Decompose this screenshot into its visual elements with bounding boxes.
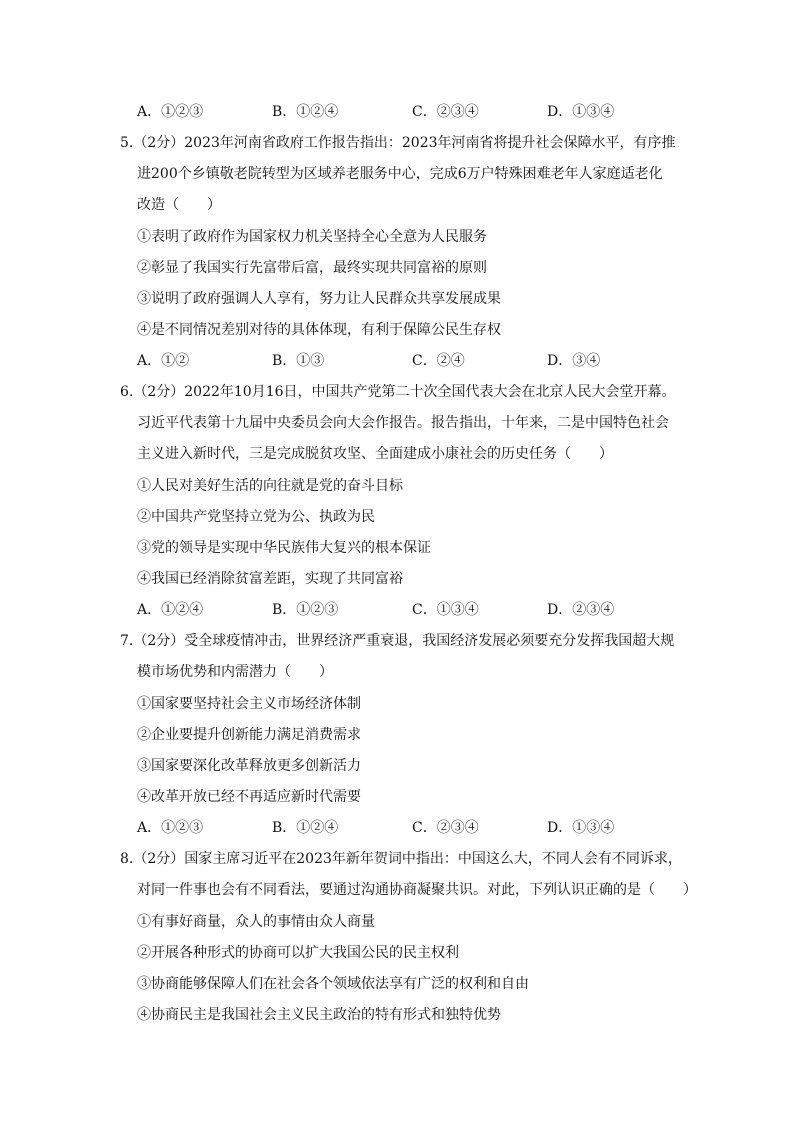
- q6-stem-line-3: 主义进入新时代，三是完成脱贫攻坚、全面建成小康社会的历史任务（ ）: [137, 446, 613, 462]
- q5-option-b[interactable]: B．①③: [272, 353, 325, 369]
- q8-stem-line-1: 8.（2分）国家主席习近平在2023年新年贺词中指出：中国这么大，不同人会有不同诉求，: [120, 851, 682, 867]
- q7-stem-line-1: 7.（2分）受全球疫情冲击，世界经济严重衰退，我国经济发展必须要充分发挥我国超大规: [120, 633, 675, 649]
- q4-options: [137, 102, 697, 122]
- q7-options: [137, 818, 697, 838]
- q6-option-a[interactable]: A．①②④: [137, 602, 204, 618]
- q7-statement-4: ④改革开放已经不再适应新时代需要: [137, 789, 361, 805]
- q5-option-d[interactable]: D．③④: [547, 353, 601, 369]
- q4-option-d[interactable]: D．①③④: [547, 104, 615, 120]
- q5-options: [137, 351, 697, 371]
- q5-option-c[interactable]: C．②④: [412, 353, 465, 369]
- q6-option-b[interactable]: B．①②③: [272, 602, 339, 618]
- q5-statement-2: ②彰显了我国实行先富带后富，最终实现共同富裕的原则: [137, 260, 487, 276]
- q5-statement-1: ①表明了政府作为国家权力机关坚持全心全意为人民服务: [137, 229, 487, 245]
- q5-stem-line-1: 5.（2分）2023年河南省政府工作报告指出：2023年河南省将提升社会保障水平，有序推: [120, 135, 676, 151]
- q6-statement-2: ②中国共产党坚持立党为公、执政为民: [137, 509, 375, 525]
- q7-stem-line-2: 模市场优势和内需潜力（ ）: [137, 664, 333, 680]
- q6-statement-4: ④我国已经消除贫富差距，实现了共同富裕: [137, 571, 403, 587]
- q4-option-b[interactable]: B．①②④: [272, 104, 339, 120]
- q6-stem-line-1: 6.（2分）2022年10月16日，中国共产党第二十次全国代表大会在北京人民大会堂开幕。: [120, 384, 676, 400]
- q6-statement-1: ①人民对美好生活的向往就是党的奋斗目标: [137, 478, 403, 494]
- q7-statement-2: ②企业要提升创新能力满足消费需求: [137, 727, 361, 743]
- q7-option-d[interactable]: D．①③④: [547, 820, 615, 836]
- q8-statement-4: ④协商民主是我国社会主义民主政治的特有形式和独特优势: [137, 1007, 501, 1023]
- q7-statement-1: ①国家要坚持社会主义市场经济体制: [137, 696, 361, 712]
- q7-option-c[interactable]: C．②③④: [412, 820, 479, 836]
- q6-stem-line-2: 习近平代表第十九届中央委员会向大会作报告。报告指出，十年来，二是中国特色社会: [137, 415, 669, 431]
- q6-options: [137, 600, 697, 620]
- q8-statement-2: ②开展各种形式的协商可以扩大我国公民的民主权利: [137, 945, 459, 961]
- q8-statement-1: ①有事好商量，众人的事情由众人商量: [137, 914, 375, 930]
- q6-option-c[interactable]: C．①③④: [412, 602, 479, 618]
- q5-option-a[interactable]: A．①②: [137, 353, 190, 369]
- q4-option-a[interactable]: A．①②③: [137, 104, 204, 120]
- q4-option-c[interactable]: C．②③④: [412, 104, 479, 120]
- q5-stem-line-3: 改造（ ）: [137, 197, 221, 213]
- q5-statement-4: ④是不同情况差别对待的具体体现，有利于保障公民生存权: [137, 322, 501, 338]
- q5-statement-3: ③说明了政府强调人人享有，努力让人民群众共享发展成果: [137, 291, 501, 307]
- q6-option-d[interactable]: D．②③④: [547, 602, 615, 618]
- q6-statement-3: ③党的领导是实现中华民族伟大复兴的根本保证: [137, 540, 431, 556]
- q7-option-a[interactable]: A．①②③: [137, 820, 204, 836]
- q8-stem-line-2: 对同一件事也会有不同看法，要通过沟通协商凝聚共识。对此，下列认识正确的是（ ）: [137, 882, 697, 898]
- q7-option-b[interactable]: B．①②④: [272, 820, 339, 836]
- q5-stem-line-2: 进200个乡镇敬老院转型为区域养老服务中心，完成6万户特殊困难老年人家庭适老化: [137, 166, 663, 182]
- q8-statement-3: ③协商能够保障人们在社会各个领域依法享有广泛的权利和自由: [137, 976, 529, 992]
- q7-statement-3: ③国家要深化改革释放更多创新活力: [137, 758, 361, 774]
